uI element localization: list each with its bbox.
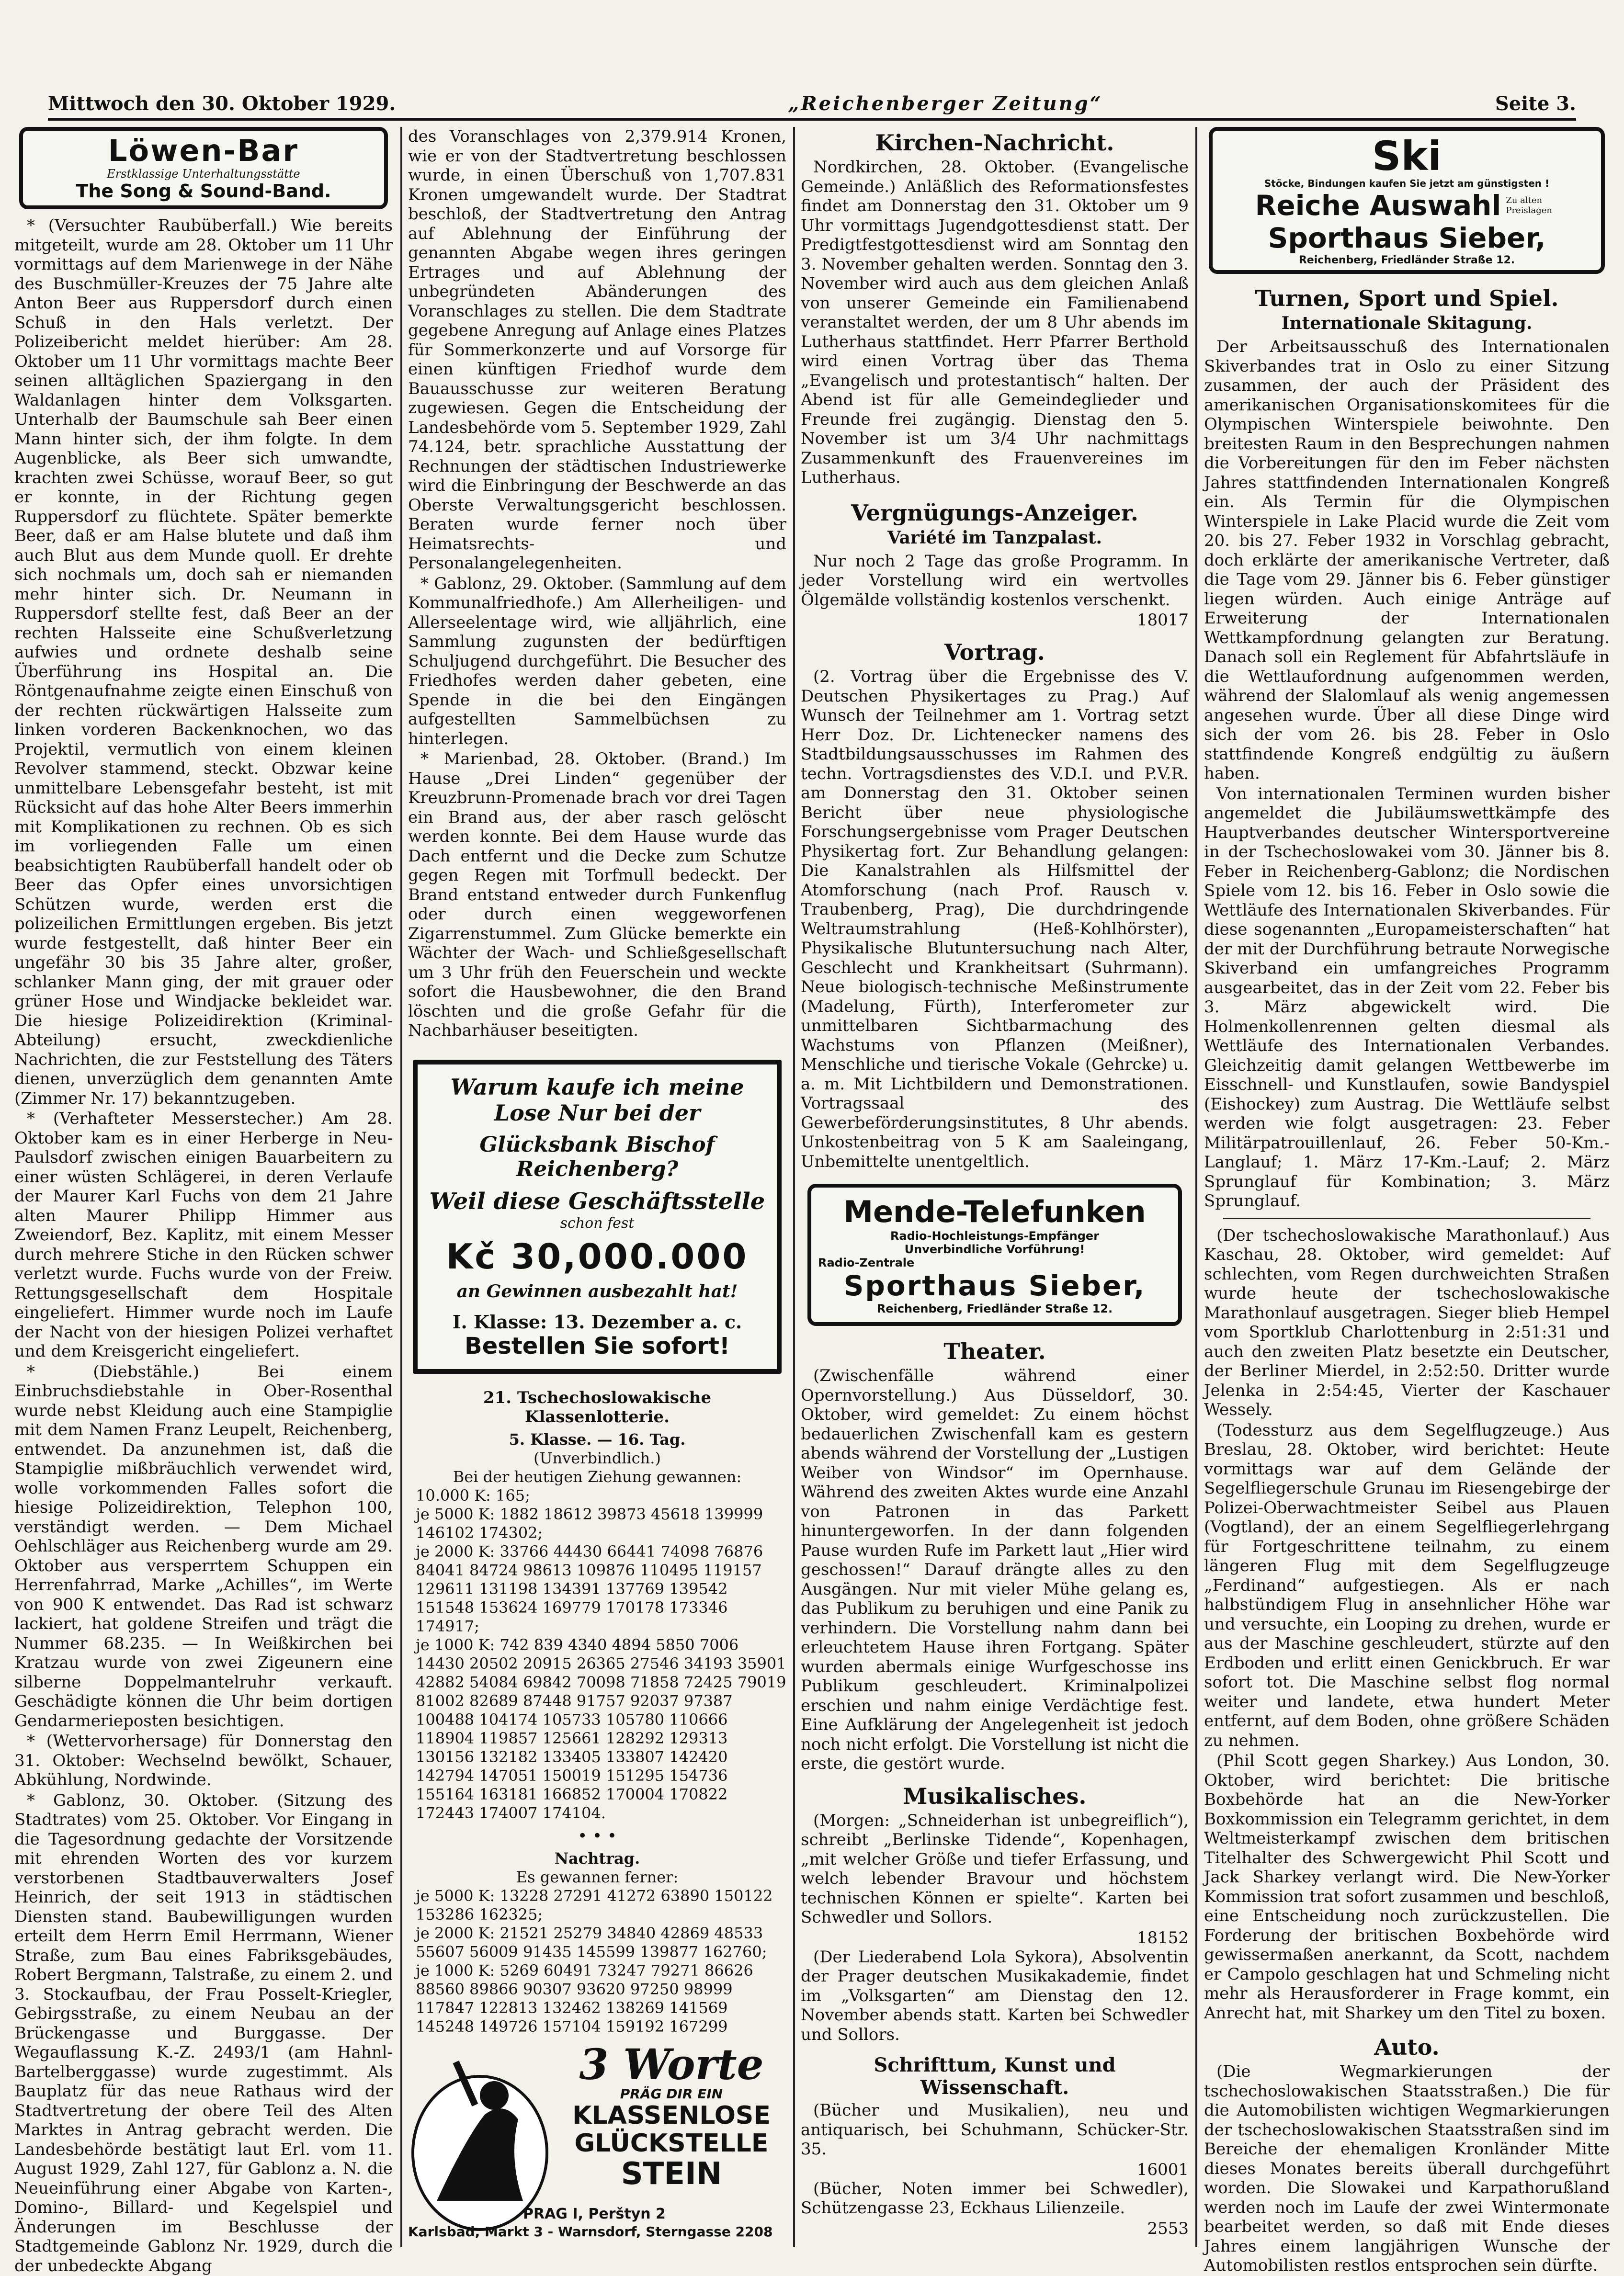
lottery-sub2: (Unverbindlich.) xyxy=(534,1449,661,1467)
ad-tagline: Erstklassige Unterhaltungsstätte xyxy=(107,167,300,181)
column-1 xyxy=(14,127,393,2276)
ad-brand: Mende-Telefunken xyxy=(843,1194,1146,1229)
lottery-row: je 1000 K: 742 839 4340 4894 5850 7006 14430 20502 20915 26365 27546 34193 35901 42882 54084 69842 70098 71858 72425 79019 81002 82689 87448 91757 92037 97387 100488 104174 105733 105780 110666 118904 119857 125661 128292 129313 130156 132182 133405 133807 142420 142794 147051 150019 151295 154736 155164 163181 166852 170004 170822 172443 174007 174104. xyxy=(416,1635,786,1822)
stein-ad xyxy=(408,2039,786,2244)
ad-t2: Unverbindliche Vorführung! xyxy=(904,1243,1085,1256)
lottery-nachtrag-intro: Es gewannen ferner: xyxy=(516,1868,679,1886)
stein-addr1: PRAG I, Perštyn 2 xyxy=(523,2205,666,2222)
column-4 xyxy=(1204,127,1610,2275)
ad-label: Radio-Zentrale xyxy=(818,1256,915,1269)
header-page: Seite 3. xyxy=(1495,92,1576,115)
article-musik: (Morgen: „Schneiderhan ist unbegreiflich“), schreibt „Berlinske Tidende“, Kopenhagen, „mit welcher Größe und tiefer Erfassung, und welch lebender Bravour und höchstem technischen Können er spielte“. Karten bei Schwedler und Sollors. xyxy=(801,1811,1189,1927)
header-date: Mittwoch den 30. Oktober 1929. xyxy=(48,92,396,115)
column-rule xyxy=(400,127,402,2247)
column-2 xyxy=(408,127,786,2247)
ad-cta: Bestellen Sie sofort! xyxy=(465,1332,730,1359)
ad-shop: Sporthaus Sieber, xyxy=(843,1269,1146,1302)
article-gablonz-stadtrat: * Gablonz, 30. Oktober. (Sitzung des Stadtrates) vom 25. Oktober. Vor Eingang in die Tagesordnung gedachte der Vorsitzende mit ehrenden Worten des vor kurzem verstorbenen Stadtbauverwalters Josef Heinrich, der seit 1913 in städtischen Diensten stand. Baubewilligungen wurden erteilt dem Herrn Emil Herrmann, Wiener Straße, zum Bau eines Fabriksgebäudes, Robert Bergmann, Talstraße, zu einem 2. und 3. Stockaufbau, der Frau Posselt-Kriegler, Gebirgsstraße, zu einem Neubau an der Brückengasse und Burggasse. Der Wegauflassung K.-Z. 2493/1 (am Hahnl-Bartelberggasse) wurde zugestimmt. Als Bauplatz für das neue Rathaus wird der Stadtvertretung der obere Teil des Alten Marktes in Antrag gebracht werden. Die Landesbehörde bestätigt laut Erl. vom 11. August 1929, Zahl 127, für Gablonz a. N. die Neueinführung einer Abgabe von Karten-, Domino-, Billard- und Kegelspiel und Änderungen im Beschlusse der Stadtgemeinde Gablonz Nr. 1929, durch die der unbedeckte Abgang xyxy=(14,1790,393,2276)
article-friedhof: * Gablonz, 29. Oktober. (Sammlung auf dem Kommunalfriedhofe.) Am Allerheiligen- und Allerseelentage wird, wie alljährlich, eine Sammlung zugunsten der bedürftigen Schuljugend durchgeführt. Die Besucher des Friedhofes werden daher gebeten, eine Spende in die bei den Eingängen aufgestellten Sammelbüchsen zu hinterlegen. xyxy=(408,574,786,748)
ad-line3: Weil diese Geschäftsstelle xyxy=(429,1188,765,1215)
ad-t1: Radio-Hochleistungs-Empfänger xyxy=(890,1229,1100,1243)
heading-vergnuegung: Vergnügungs-Anzeiger. xyxy=(851,499,1138,526)
lottery-row: je 1000 K: 5269 60491 73247 79271 86626 88560 89866 90307 93620 97250 98999 117847 122813 132462 138269 141569 145248 149726 157104 159192 167299 xyxy=(416,1961,753,2036)
stein-l3: STEIN xyxy=(621,2156,722,2192)
stein-addr2: Karlsbad, Markt 3 - Warnsdorf, Sterngasse 2208 xyxy=(408,2223,773,2240)
ad-line6: I. Klasse: 13. Dezember a. c. xyxy=(452,1311,742,1333)
lottery-title: 21. Tschechoslowakische Klassenlotterie. xyxy=(483,1388,712,1427)
header-paper: „Reichenberger Zeitung“ xyxy=(788,92,1103,115)
article-theater: (Zwischenfälle während einer Opernvorstellung.) Aus Düsseldorf, 30. Oktober, wird gemeldet: Zu einem höchst bedauerlichen Zwischenfall kam es gestern abends während der Vorstellung der „Lustigen Weiber von Windsor“ im Opernhause. Während des zweiten Aktes wurde eine Anzahl von Patronen in das Parkett hinuntergeworfen. In der dann folgenden Pause wurden Rufe im Parkett laut „Hier wird geschossen!“ Darauf drängte alles zu den Ausgängen. Nur mit vieler Mühe gelang es, das Publikum zu beruhigen und eine Panik zu verhindern. Die Vorstellung nahm dann bei erleuchtetem Hause ihren Fortgang. Später wurden abermals einige Wurfgeschosse ins Publikum geschleudert. Kriminalpolizei erschien und nahm einige Verdächtige fest. Eine Aufklärung der Angelegenheit ist jedoch noch nicht erfolgt. Die Vorstellung ist nicht die erste, die gestört wurde. xyxy=(801,1366,1189,1773)
article-liederabend: (Der Liederabend Lola Sykora), Absolventin der Prager deutschen Musikakademie, findet im „Volksgarten“ am Dienstag den 12. November abends statt. Karten bei Schwedler und Sollors. xyxy=(801,1947,1189,2044)
heading-kirchen: Kirchen-Nachricht. xyxy=(875,130,1114,156)
ad-line1: Warum kaufe ich meine Lose Nur bei der xyxy=(450,1074,744,1126)
ad-amount: Kč 30,000.000 xyxy=(446,1236,749,1277)
article-marathon: (Der tschechoslowakische Marathonlauf.) Aus Kaschau, 28. Oktober, wird gemeldet: Auf schlechten, vom Regen durchweichten Straßen wurde heute der tschechoslowakische Marathonlauf ausgetragen. Sieger blieb Hempel vom Sportklub Charlottenburg in 2:51:31 und auch den zweiten Platz besetzte ein Deutscher, der Berliner Mierdel, in 2:52:50. Dritter wurde Jelenka in 2:54:45, Vierter der Kaschauer Wessely. xyxy=(1204,1225,1610,1419)
stein-title: 3 Worte xyxy=(579,2039,764,2089)
lottery-intro: Bei der heutigen Ziehung gewannen: xyxy=(453,1467,742,1486)
article-musik-num: 18152 xyxy=(1136,1928,1189,1948)
heading-musik: Musikalisches. xyxy=(903,1783,1087,1809)
ad-line2: Glücksbank Bischof Reichenberg? xyxy=(479,1132,715,1181)
stein-slogan: PRÄG DIR EIN xyxy=(620,2085,723,2102)
separator-dots: • • • xyxy=(578,1826,617,1846)
article-termine: Von internationalen Terminen wurden bisher angemeldet die Jubiläumswettkämpfe des Hauptverbandes deutscher Wintersportvereine in der Tschechoslowakei vom 30. Jänner bis 8. Feber in Reichenberg-Gablonz; die Nordischen Spiele vom 12. bis 16. Feber in Oslo sowie die Wettläufe des Internationalen Skiverbandes. Für diese sogenannten „Europameisterschaften“ hat der mit der Durchführung betraute Norwegische Skiverband ein umfangreiches Programm ausgearbeitet, das in der Zeit vom 22. Feber bis 3. März abgewickelt wird. Die Holmenkollenrennen gelten diesmal als Wettläufe des Internationalen Verbandes. Gleichzeitig damit gelangen Wettbewerbe im Eisschnell- und Kunstlaufen, sowie Bandyspiel (Eishockey) zum Austrag. Die Wettläufe selbst werden wie folgt ausgetragen: 23. Feber Militärpatrouillenlauf, 26. Feber 50-Km.-Langlauf; 1. März 17-Km.-Lauf; 2. März Sprunglauf für Kombination; 3. März Sprunglauf. xyxy=(1204,784,1610,1211)
ad-line5: an Gewinnen ausbezahlt hat! xyxy=(456,1281,738,1302)
subheading-skitagung: Internationale Skitagung. xyxy=(1281,313,1533,333)
column-3 xyxy=(801,127,1189,2247)
column-rule xyxy=(793,127,795,2247)
article-wetter: * (Wettervorhersage) für Donnerstag den 31. Oktober: Wechselnd bewölkt, Schauer, Abkühlung, Nordwinde. xyxy=(14,1732,393,1789)
gluecksbank-ad xyxy=(413,1060,782,1374)
article-buecher-num: 16001 xyxy=(1136,2160,1189,2179)
article-messerstecher: * (Verhafteter Messerstecher.) Am 28. Oktober kam es in einer Herberge in Neu-Paulsdorf zwischen einigen Bauarbeitern zu einer wüsten Schlägerei, in deren Verlaufe der Maurer Karl Fuchs von dem 21 Jahre alten Maurer Philipp Himmer aus Zweiendorf, Bez. Kaplitz, mit einem Messer durch mehrere Stiche in den Rücken schwer verletzt wurde. Fuchs wurde von der Freiw. Rettungsgesellschaft dem Hospitale eingeliefert. Himmer wurde noch im Laufe der Nacht von der hiesigen Polizei verhaftet und dem Kreisgericht eingeliefert. xyxy=(14,1109,393,1361)
ad-shop: Sporthaus Sieber, xyxy=(1268,222,1546,254)
heading-sport: Turnen, Sport und Spiel. xyxy=(1255,285,1559,311)
lottery-sub: 5. Klasse. — 16. Tag. xyxy=(509,1430,686,1449)
lottery-row: je 5000 K: 13228 27291 41272 63890 150122 153286 162325; xyxy=(416,1886,773,1924)
article-buecher: (Bücher und Musikalien), neu und antiquarisch, bei Schuhmann, Schücker-Str. 35. xyxy=(801,2101,1189,2159)
article-raubueberfall: * (Versuchter Raubüberfall.) Wie bereits mitgeteilt, wurde am 28. Oktober um 11 Uhr vormittags auf dem Marienwege in der Nähe des Buschmüller-Kreuzes der 75 Jahre alte Anton Beer aus Ruppersdorf durch einen Schuß in den Hals verletzt. Der Polizeibericht meldet hierüber: Am 28. Oktober um 11 Uhr vormittags machte Beer seinen alltäglichen Spaziergang in den Waldanlagen hinter dem Volksgarten. Unterhalb der Baumschule sah Beer einen Mann hinter sich, der ihm folgte. In dem Augenblicke, als Beer sich umwandte, krachten zwei Schüsse, worauf Beer, so gut er konnte, in der Richtung gegen Ruppersdorf zu flüchtete. Später bemerkte Beer, daß er am Halse blutete und daß ihm auch Blut aus dem Munde quoll. Er drehte sich nochmals um, doch sah er niemanden mehr hinter sich. Dr. Neumann in Ruppersdorf stellte fest, daß Beer an der rechten Halsseite eine Schußverletzung aufwies und ordnete deshalb seine Überführung ins Hospital an. Die Röntgenaufnahme zeigte einen Einschuß von der rechten rückwärtigen Halsseite zum linken vorderen Backenknochen, wo das Projektil, vermutlich von einem kleinen Revolver stammend, steckt. Obzwar keine unmittelbare Lebensgefahr besteht, ist mit Rücksicht auf das hohe Alter Beers immerhin mit Komplikationen zu rechnen. Ob es sich im vorliegenden Falle um einen beabsichtigten Raubüberfall handelt oder ob Beer das Opfer eines unvorsichtigen Schützen wurde, werden erst die polizeilichen Ermittlungen ergeben. Bis jetzt wurde festgestellt, daß hinter Beer ein ungefähr 30 bis 35 Jahre alter, großer, schlanker Mann ging, der mit grauer oder grüner Hose und Windjacke bekleidet war. Die hiesige Polizeidirektion (Kriminal-Abteilung) ersucht, zweckdienliche Nachrichten, die zur Feststellung des Täters dienen, unverzüglich dem genannten Amte (Zimmer Nr. 17) bekanntzugeben. xyxy=(14,216,393,1108)
article-kirchen: Nordkirchen, 28. Oktober. (Evangelische Gemeinde.) Anläßlich des Reformationsfestes findet am Donnerstag den 31. Oktober um 9 Uhr vormittags Jugendgottesdienst statt. Der Predigtfestgottesdienst wird am Sonntag den 3. November gehalten werden. Sonntag den 3. November wird auch aus dem gleichen Anlaß von unserer Gemeinde ein Familienabend veranstaltet werden, der um 8 Uhr abends im Lutherhaus stattfindet. Herr Pfarrer Berthold wird einen Vortrag über das Thema „Evangelisch und protestantisch“ halten. Der Abend ist für alle Gemeindeglieder und Freunde frei zugängig. Dienstag den 5. November ist um 3/4 Uhr nachmittags Zusammenkunft des Frauenvereines im Lutherhaus. xyxy=(801,158,1189,487)
article-vortrag: (2. Vortrag über die Ergebnisse des V. Deutschen Physikertages zu Prag.) Auf Wunsch der Teilnehmer am 1. Vortrag setzt Herr Doz. Dr. Lichtenecker namens des Stadtbildungsausschusses im Rahmen des techn. Vortragsdienstes des V.D.I. und P.V.R. am Donnerstag den 31. Oktober seinen Bericht über neue physiologische Forschungsergebnisse vom Prager Deutschen Physikertag fort. Zur Behandlung gelangen: Die Kanalstrahlen als Hilfsmittel der Atomforschung (nach Prof. Rausch v. Traubenberg, Prag), Die durchdringende Weltraumstrahlung (Heß-Kohlhörster), Physikalische Blutuntersuchung nach Alter, Geschlecht und Krankheitsart (Suhrmann). Neue biologisch-technische Meßinstrumente (Madelung, Fürth), Interferometer zur unmittelbaren Sichtbarmachung des Wachstums von Pflanzen (Meißner), Menschliche und tierische Vokale (Gehrcke) u. a. m. Mit Lichtbildern und Demonstrationen. Vortragssaal des Gewerbeförderungsinstitutes, 8 Uhr abends. Unkostenbeitrag von 5 K am Saaleingang, Unbemittelte unentgeltlich. xyxy=(801,667,1189,1171)
loewen-bar-ad xyxy=(19,127,388,209)
heading-auto: Auto. xyxy=(1374,2034,1440,2060)
heading-vortrag: Vortrag. xyxy=(944,639,1045,665)
ad-line4: schon fest xyxy=(560,1214,635,1232)
ad-big: Reiche Auswahl xyxy=(1255,189,1501,222)
ad-small: Zu alten Preislagen xyxy=(1506,195,1552,215)
stein-l1: KLASSENLOSE xyxy=(572,2101,771,2130)
article-diebstaehle: * (Diebstähle.) Bei einem Einbruchsdiebstahle in Ober-Rosenthal wurde nebst Kleidung auch eine Stampiglie mit dem Namen Franz Leupelt, Reichenberg, entwendet. Da anzunehmen ist, daß die Stampiglie mißbräuchlich verwendet wird, wolle vorkommenden Falles sofort die hiesige Polizeidirektion, Telephon 100, verständigt werden. — Dem Michael Oehlschläger aus Reichenberg wurde am 29. Oktober aus versperrtem Schuppen ein Herrenfahrrad, Marke „Achilles“, im Werte von 900 K entwendet. Das Rad ist schwarz lackiert, hat goldene Streifen und trägt die Nummer 68.235. — In Weißkirchen bei Kratzau wurde von zwei Zigeunern eine silberne Doppelmantelruhr verkauft. Geschädigte können die Uhr beim dortigen Gendarmerieposten besichtigen. xyxy=(14,1362,393,1731)
ad-addr: Reichenberg, Friedländer Straße 12. xyxy=(1298,254,1515,266)
mende-telefunken-ad xyxy=(807,1184,1182,1326)
column-rule xyxy=(1195,127,1197,2247)
heading-theater: Theater. xyxy=(943,1338,1046,1364)
divider xyxy=(1223,1218,1590,1219)
lottery-row: je 2000 K: 21521 25279 34840 42869 48533 55607 56009 91435 145599 139877 162760; xyxy=(416,1924,767,1961)
article-noten-num: 2553 xyxy=(1147,2219,1189,2238)
stein-l2: GLÜCKSTELLE xyxy=(574,2129,769,2158)
article-variete-num: 18017 xyxy=(1136,611,1189,630)
lottery-row: je 5000 K: 1882 18612 39873 45618 139999 146102 174302; xyxy=(416,1505,763,1542)
article-noten: (Bücher, Noten immer bei Schwedler), Schützengasse 23, Eckhaus Lilienzeile. xyxy=(801,2179,1189,2218)
article-boxen: (Phil Scott gegen Sharkey.) Aus London, 30. Oktober, wird berichtet: Die britische Boxbehörde hat an die New-Yorker Boxkommission ein Telegramm gerichtet, in dem Weltmeisterkampf zwischen dem britischen Titelhalter des Schwergewicht Phil Scott und Jack Sharkey verlangt wird. Die New-Yorker Kommission trat sofort zusammen und beschloß, eine Entscheidung noch zurückzustellen. Die Forderung der britischen Boxbehörde wird gewissermaßen anerkannt, da Scott, nachdem er Campolo geschlagen hat und Schmeling nicht mehr als Herausforderer in Frage kommt, ein Anrecht hat, mit Sharkey um den Titel zu boxen. xyxy=(1204,1751,1610,2023)
subheading-variete: Variété im Tanzpalast. xyxy=(887,527,1102,548)
article-skitagung: Der Arbeitsausschuß des Internationalen Skiverbandes trat in Oslo zu einer Sitzung zusammen, der auch der Präsident des amerikanischen Organisationskomitees für die Olympischen Winterspiele beiwohnte. Den breitesten Raum in den Besprechungen nahmen die Vorbereitungen für den im Feber nächsten Jahres stattfindenden Internationalen Kongreß ein. Als Termin für die Olympischen Winterspiele in Lake Placid wurde die Zeit vom 20. bis 27. Feber 1932 in Vorschlag gebracht, doch erklärte der amerikanische Vertreter, daß die Tage vom 29. Jänner bis 6. Feber günstiger liegen würden. Auch einige Anträge auf Erweiterung der Internationalen Wettkampfordnung gelangten zur Beratung. Danach soll ein Reglement für Abfahrtsläufe in die Wettlaufordnung aufgenommen werden, während der Slalomlauf als wenig angemessen angesehen wurde. Über all diese Dinge wird sich der vom 26. bis 28. Feber in Oslo stattfindende Kongreß endgültig zu äußern haben. xyxy=(1204,337,1610,783)
article-gablonz-cont: des Voranschlages von 2,379.914 Kronen, wie er von der Stadtvertretung beschlossen wurde, in einen Überschuß von 1,707.831 Kronen umgewandelt wurde. Der Stadtrat beschloß, der Stadtvertretung den Antrag auf Ablehnung der Einführung der genannten Abgabe wegen ihres geringen Ertrages und auf Ablehnung der unbegründeten Abänderungen des Voranschlages zu stellen. Die dem Stadtrate gegebene Anregung auf Anlage eines Platzes für Sommerkonzerte und auf Vorsorge für einen künftigen Friedhof wurde dem Bauausschusse zur weiteren Beratung zugewiesen. Gegen die Entscheidung der Landesbehörde vom 5. September 1929, Zahl 74.124, betr. sprachliche Ausstattung der Rechnungen der städtischen Industriewerke wird die Einbringung der Beschwerde an das Oberste Verwaltungsgericht beschlossen. Beraten wurde ferner noch über Heimatsrechts- und Personalangelegenheiten. xyxy=(408,127,786,573)
ad-addr: Reichenberg, Friedländer Straße 12. xyxy=(876,1302,1113,1315)
article-marienbad: * Marienbad, 28. Oktober. (Brand.) Im Hause „Drei Linden“ gegenüber der Kreuzbrunn-Promenade brach vor drei Tagen ein Brand aus, der aber rasch gelöscht werden konnte. Bei dem Hause wurde das Dach entfernt und die Decke zum Schutze gegen Regen mit Torfmull bedeckt. Der Brand entstand entweder durch Funkenflug oder durch einen weggeworfenen Zigarrenstummel. Zum Glücke bemerkte ein Wächter der Wach- und Schließgesellschaft um 3 Uhr früh den Feuerschein und weckte sofort die Hausbewohner, die den Brand löschten und die große Gefahr für die Nachbarhäuser beseitigten. xyxy=(408,749,786,1040)
lottery-row: 10.000 K: 165; xyxy=(416,1486,530,1505)
lottery-nachtrag: Nachtrag. xyxy=(554,1849,640,1868)
page-header xyxy=(48,86,1576,121)
ad-name: Löwen-Bar xyxy=(108,133,299,168)
lottery-row: je 2000 K: 33766 44430 66441 74098 76876 84041 84724 98613 109876 110495 119157 129611 131198 134391 137769 139542 151548 153624 169779 170178 173346 174917; xyxy=(416,1542,763,1635)
article-variete: Nur noch 2 Tage das große Programm. In jeder Vorstellung wird ein wertvolles Ölgemälde vollständig kostenlos verschenkt. xyxy=(801,551,1189,610)
article-segelflug: (Todessturz aus dem Segelflugzeuge.) Aus Breslau, 28. Oktober, wird berichtet: Heute vormittags war auf dem Gelände der Segelfliegerschule Grunau im Riesengebirge der Polizei-Oberwachtmeister Seibel aus Plauen (Vogtland), der an einem Segelfliegerlehrgang für Fortgeschrittene teilnahm, zu einem längeren Flug mit dem Segelflugzeuge „Ferdinand“ aufgestiegen. Als er nach halbstündigem Flug in ansehnlicher Höhe war und versuchte, ein Looping zu drehen, wurde er aus der Maschine geschleudert, stürzte auf den Erdboden und erlitt einen Genickbruch. Er war sofort tot. Die Maschine selbst flog normal weiter und landete, etwa hundert Meter entfernt, auf dem Boden, ohne größere Schäden zu nehmen. xyxy=(1204,1420,1610,1750)
ad-t1: Stöcke, Bindungen kaufen Sie jetzt am günstigsten ! xyxy=(1264,178,1550,189)
ski-ad xyxy=(1209,127,1605,274)
ad-title: Ski xyxy=(1372,133,1442,180)
heading-schrifttum: Schrifttum, Kunst und Wissenschaft. xyxy=(874,2054,1116,2099)
ad-band: The Song & Sound-Band. xyxy=(76,181,331,202)
article-wegmarkierung: (Die Wegmarkierungen der tschechoslowakischen Staatsstraßen.) Die für die Automobilisten wichtigen Wegmarkierungen der tschechoslowakischen Staatsstraßen sind im Bereiche der ehemaligen Kronländer Mitte dieses Monates bereits überall durchgeführt worden. Die Slowakei und Karpathorußland werden noch im Laufe der zwei Wintermonate bearbeitet werden, so daß mit Ende dieses Jahres einem langjährigen Wunsche der Automobilisten restlos entsprochen sein dürfte. xyxy=(1204,2062,1610,2275)
